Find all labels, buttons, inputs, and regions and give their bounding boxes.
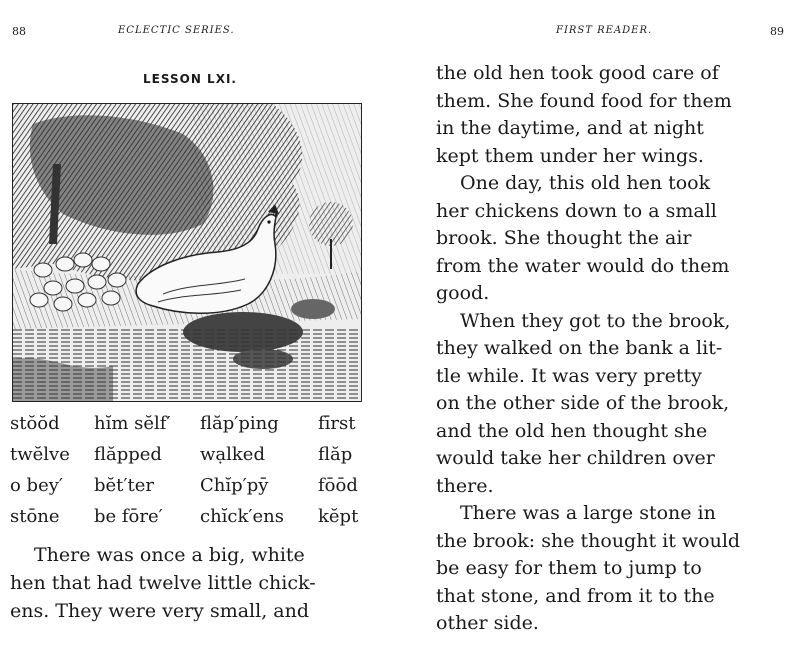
word: o bey′ — [10, 475, 63, 496]
text-line: her chickens down to a small — [436, 199, 717, 222]
word: twĕlve — [10, 444, 70, 465]
word: stōne — [10, 506, 60, 527]
running-title: FIRST READER. — [556, 25, 653, 36]
word: flăp — [318, 444, 353, 465]
text-line: hen that had twelve little chick- — [10, 572, 316, 594]
page-number: 88 — [12, 25, 26, 38]
page-number: 89 — [770, 25, 784, 38]
word: bĕt′ter — [94, 475, 154, 496]
text-line: One day, this old hen took — [460, 172, 711, 194]
hen-with-chicks-engraving-icon — [12, 103, 362, 402]
text-line: be easy for them to jump to — [436, 557, 702, 579]
text-line: and the old hen thought she — [436, 419, 708, 442]
lesson-text-right — [436, 60, 786, 638]
lesson-title: LESSON LXI. — [143, 72, 237, 86]
word-list — [10, 412, 370, 528]
word: stŏŏd — [10, 413, 60, 434]
text-line: from the water would do them — [436, 254, 730, 277]
word: wạlked — [200, 444, 265, 465]
text-line: the brook: she thought it would — [436, 529, 741, 552]
text-line: them. She found food for them — [436, 89, 732, 112]
word: flăpped — [94, 444, 162, 465]
word: flăp′ping — [200, 413, 279, 434]
text-line: on the other side of the brook, — [436, 392, 730, 414]
running-title: ECLECTIC SERIES. — [118, 25, 235, 36]
left-page — [0, 0, 380, 645]
word: be fōre′ — [94, 506, 163, 527]
word: fīrst — [318, 413, 356, 434]
lesson-text-left — [10, 541, 360, 625]
text-line: good. — [436, 282, 490, 304]
text-line: When they got to the brook, — [460, 309, 731, 332]
text-line: that stone, and from it to the — [436, 584, 715, 607]
text-line: There was a large stone in — [460, 502, 716, 524]
text-line: there. — [436, 474, 494, 497]
word: kĕpt — [318, 506, 359, 527]
text-line: ens. They were very small, and — [10, 600, 309, 622]
text-line: kept them under her wings. — [436, 144, 704, 167]
text-line: other side. — [436, 612, 539, 634]
right-page — [414, 0, 794, 645]
text-line: brook. She thought the air — [436, 227, 692, 249]
text-line: would take her children over — [436, 447, 715, 469]
text-line: they walked on the bank a lit- — [436, 337, 723, 359]
text-line: the old hen took good care of — [436, 62, 719, 84]
word: Chĭp′pȳ — [200, 475, 269, 496]
word: fōōd — [318, 475, 358, 496]
word: hĭm sĕlf′ — [94, 413, 171, 434]
text-line: in the daytime, and at night — [436, 117, 704, 139]
word: chĭck′ens — [200, 506, 284, 527]
text-line: There was once a big, white — [34, 544, 305, 566]
text-line: tle while. It was very pretty — [436, 364, 702, 387]
